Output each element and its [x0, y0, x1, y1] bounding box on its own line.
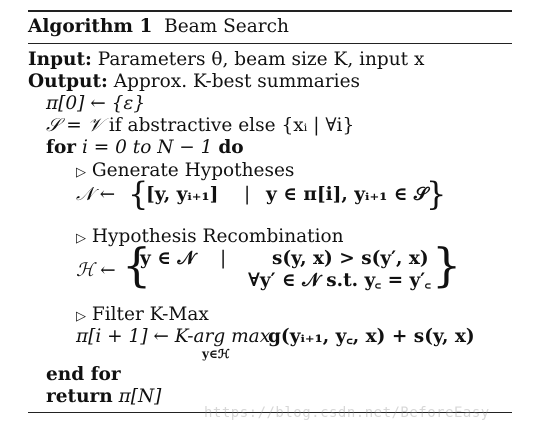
for-keyword: for	[46, 137, 77, 158]
filter-under: y∈ℋ	[202, 347, 230, 361]
output-keyword: Output:	[28, 71, 108, 92]
recombine-line	[76, 238, 462, 296]
comment-recombine: Hypothesis Recombination	[91, 226, 344, 247]
for-range: i = 0 to N − 1	[81, 137, 213, 158]
recombine-cond-1: s(y, x) > s(y′, x)	[272, 248, 429, 269]
comment-filter: Filter K-Max	[91, 304, 209, 325]
recombine-bar: |	[220, 248, 227, 269]
do-keyword: do	[218, 137, 244, 158]
generate-set: [y, yᵢ₊₁]	[146, 184, 219, 205]
filter-lhs: π[i + 1] ← K-arg max	[76, 326, 271, 347]
comment-triangle-icon: ▷	[76, 165, 86, 180]
vocab-rhs: {xᵢ | ∀i}	[281, 115, 355, 136]
input-keyword: Input:	[28, 49, 92, 70]
vocab-if: if	[108, 115, 122, 136]
recombine-element: y ∈ 𝒩	[140, 248, 196, 269]
comment-filter-line	[76, 306, 209, 325]
top-rule	[28, 10, 512, 12]
comment-triangle-icon: ▷	[76, 309, 86, 324]
vocab-else: else	[238, 115, 276, 136]
comment-generate-line	[76, 162, 294, 181]
recombine-lhs: ℋ ←	[76, 260, 116, 281]
output-line	[28, 73, 360, 92]
return-value: π[N]	[118, 386, 162, 407]
filter-line	[76, 328, 496, 364]
endfor-line	[46, 366, 121, 385]
vocab-lhs: 𝒮 = 𝒱	[46, 115, 103, 136]
generate-line	[76, 175, 456, 214]
input-line	[28, 51, 424, 70]
return-line	[46, 388, 161, 407]
return-keyword: return	[46, 386, 113, 407]
init-line	[46, 95, 145, 114]
input-text: Parameters θ, beam size K, input x	[97, 49, 425, 70]
comment-generate: Generate Hypotheses	[91, 160, 295, 181]
comment-recombine-line	[76, 228, 344, 247]
endfor-keyword: end for	[46, 364, 121, 385]
generate-bar: |	[244, 184, 251, 205]
recombine-cond-2: ∀y′ ∈ 𝒩 s.t. y꜀ = y′꜀	[248, 270, 432, 291]
vocab-line	[46, 117, 354, 136]
recombine-open-brace: {	[122, 238, 152, 292]
generate-close-brace: }	[426, 175, 447, 213]
watermark: https://blog.csdn.net/BeforeEasy	[204, 405, 490, 421]
filter-rhs: g(yᵢ₊₁, y꜀, x) + s(y, x)	[268, 326, 475, 347]
init-expression: π[0] ← {ε}	[46, 93, 146, 114]
algorithm-title	[28, 18, 289, 37]
header-rule	[28, 43, 512, 44]
algorithm-name: Beam Search	[164, 16, 289, 37]
generate-cond: y ∈ π[i], yᵢ₊₁ ∈ 𝒮	[266, 184, 429, 205]
output-text: Approx. K-best summaries	[113, 71, 361, 92]
comment-triangle-icon: ▷	[76, 231, 86, 246]
for-line	[46, 139, 244, 158]
generate-lhs: 𝒩 ←	[76, 184, 116, 205]
algorithm-label: Algorithm 1	[28, 16, 153, 37]
generate-open-brace: {	[128, 175, 149, 213]
vocab-cond: abstractive	[127, 115, 233, 136]
recombine-close-brace: }	[432, 238, 462, 292]
